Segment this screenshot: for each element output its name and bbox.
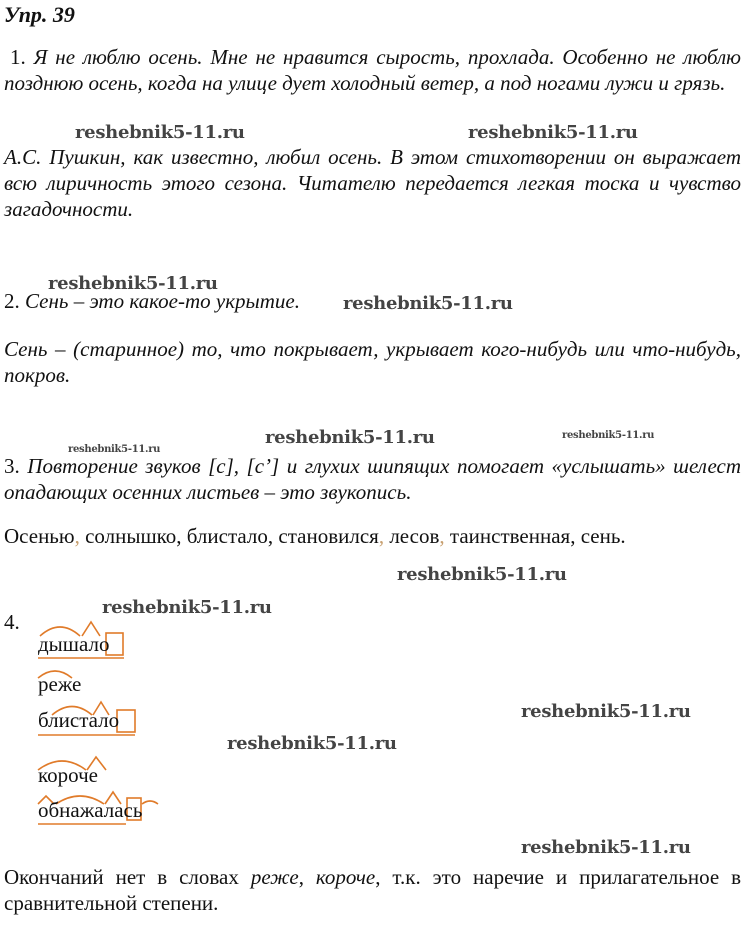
- task-1-number: 1.: [10, 45, 26, 69]
- comma: ,: [439, 524, 445, 548]
- word: становился: [278, 524, 379, 548]
- word: таинственная: [449, 524, 571, 548]
- watermark: reshebnik5-11.ru: [521, 701, 691, 722]
- comma: ,: [570, 524, 576, 548]
- watermark: reshebnik5-11.ru: [102, 597, 272, 618]
- task-4-number: 4.: [4, 610, 20, 634]
- postfix-mark: [142, 801, 158, 804]
- watermark: reshebnik5-11.ru: [521, 837, 691, 858]
- ending-box: [117, 710, 135, 732]
- task-3-text: Повторение звуков [с], [с’] и глухих шипящих помогает «услышать» шелест опадающих осенних листьев – это звукопись.: [4, 454, 741, 504]
- exercise-title: Упр. 39: [4, 2, 75, 27]
- conclusion-word: реже: [250, 865, 299, 889]
- conclusion-text: ,: [298, 865, 316, 889]
- task-2-number: 2.: [4, 289, 20, 313]
- task-1-text: Я не люблю осень. Мне не нравится сырость, прохлада. Особенно не люблю позднюю осень, когда на улице дует холодный ветер, а под ногами лужи и грязь.: [4, 45, 741, 95]
- watermark: reshebnik5-11.ru: [75, 122, 245, 143]
- comma: ,: [74, 524, 80, 548]
- task-4-word: дышало: [38, 632, 110, 656]
- word: блистало: [186, 524, 268, 548]
- watermark: reshebnik5-11.ru: [48, 273, 218, 294]
- word: сень.: [580, 524, 626, 548]
- watermark: reshebnik5-11.ru: [562, 430, 655, 441]
- conclusion-text: Окончаний нет в словах: [4, 865, 251, 889]
- watermark: reshebnik5-11.ru: [227, 733, 397, 754]
- task-4-word: реже: [38, 672, 82, 696]
- watermark: reshebnik5-11.ru: [343, 293, 513, 314]
- task-4-word: блистало: [38, 708, 120, 732]
- word: Осенью: [4, 524, 75, 548]
- watermark: reshebnik5-11.ru: [468, 122, 638, 143]
- comma: ,: [267, 524, 274, 548]
- word: лесов: [389, 524, 440, 548]
- conclusion-text: , т.к. это наречие и прилагательное в сравнительной степени.: [4, 865, 741, 915]
- watermark: reshebnik5-11.ru: [265, 427, 435, 448]
- task-2-definition: Сень – (старинное) то, что покрывает, укрывает кого-нибудь или что-нибудь, покров.: [4, 337, 741, 387]
- task-1-commentary: А.С. Пушкин, как известно, любил осень. В этом стихотворении он выражает всю лиричность этого сезона. Читателю передается легкая тоска и чувство загадочности.: [4, 145, 741, 221]
- comma: ,: [378, 524, 385, 548]
- word: солнышко: [85, 524, 177, 548]
- task-4-word: короче: [38, 763, 98, 787]
- watermark: reshebnik5-11.ru: [68, 444, 161, 455]
- task-4-conclusion: [4, 864, 741, 916]
- task-4-word: обнажалась: [38, 798, 143, 822]
- task-3-number: 3.: [4, 454, 20, 478]
- conclusion-word: короче: [315, 865, 376, 889]
- watermark: reshebnik5-11.ru: [397, 564, 567, 585]
- task-2-text: Сень – это какое-то укрытие.: [25, 289, 300, 313]
- comma: ,: [176, 524, 182, 548]
